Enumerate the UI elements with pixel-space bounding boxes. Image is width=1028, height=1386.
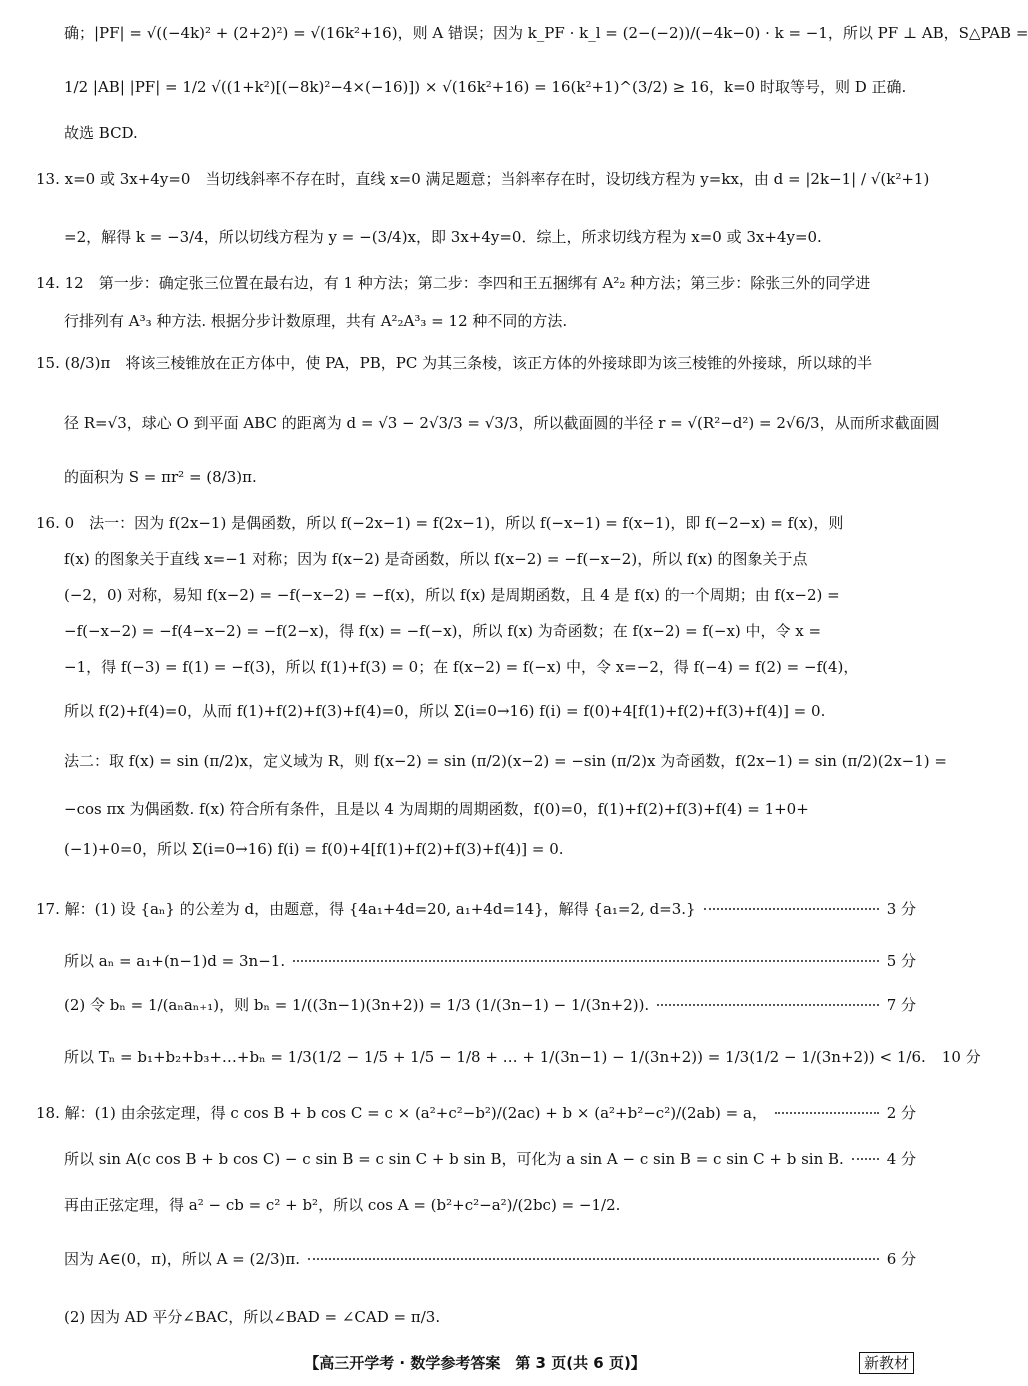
solution-line: f(x) 的图象关于直线 x=−1 对称；因为 f(x−2) 是奇函数，所以 f(x−2) = −f(−x−2)，所以 f(x) 的图象关于点 [64, 550, 808, 568]
solution-line: 15. (8/3)π 将该三棱锥放在正方体中，使 PA，PB，PC 为其三条棱，该正方体的外接球即为该三棱锥的外接球，所以球的半 [36, 354, 873, 372]
page-footer: 【高三开学考 · 数学参考答案 第 3 页(共 6 页)】 [304, 1354, 646, 1372]
dot-leader [775, 1112, 879, 1114]
scored-line-text: 因为 A∈(0，π)，所以 A = (2/3)π. [64, 1250, 300, 1268]
scored-line [64, 1248, 916, 1272]
scored-line [64, 994, 916, 1018]
score-points: 7 分 [886, 996, 916, 1014]
scored-line [36, 898, 916, 922]
score-points: 3 分 [886, 900, 916, 918]
dot-leader [657, 1004, 878, 1006]
scored-line [64, 1194, 916, 1218]
scored-line-text: 17. 解：(1) 设 {aₙ} 的公差为 d，由题意，得 {4a₁+4d=20, a₁+4d=14}，解得 {a₁=2, d=3.} [36, 900, 696, 918]
dot-leader [704, 908, 879, 910]
scored-line [36, 1102, 916, 1126]
scored-line-text: 所以 sin A(c cos B + b cos C) − c sin B = c sin C + b sin B，可化为 a sin A − c sin B = c sin C + b sin B. [64, 1150, 844, 1168]
scored-line [64, 1046, 981, 1070]
solution-line: =2，解得 k = −3/4，所以切线方程为 y = −(3/4)x，即 3x+4y=0．综上，所求切线方程为 x=0 或 3x+4y=0. [64, 228, 822, 246]
scored-line [64, 1306, 916, 1330]
solution-line: 14. 12 第一步：确定张三位置在最右边，有 1 种方法；第二步：李四和王五捆绑有 A²₂ 种方法；第三步：除张三外的同学进 [36, 274, 871, 292]
scored-line-text: (2) 因为 AD 平分∠BAC，所以∠BAD = ∠CAD = π/3. [64, 1308, 441, 1326]
scored-line-text: 再由正弦定理，得 a² − cb = c² + b²，所以 cos A = (b²+c²−a²)/(2bc) = −1/2. [64, 1196, 621, 1214]
scored-line-text: 所以 Tₙ = b₁+b₂+b₃+…+bₙ = 1/3(1/2 − 1/5 + 1/5 − 1/8 + … + 1/(3n−1) − 1/(3n+2)) = 1/3(1/2 − 1/(3n+2)) < 1/6. [64, 1048, 926, 1066]
solution-line: 故选 BCD. [64, 124, 138, 142]
scored-line [64, 1148, 916, 1172]
scored-line [64, 950, 916, 974]
scored-line-text: (2) 令 bₙ = 1/(aₙaₙ₊₁)，则 bₙ = 1/((3n−1)(3n+2)) = 1/3 (1/(3n−1) − 1/(3n+2)). [64, 996, 650, 1014]
dot-leader [308, 1258, 879, 1260]
solution-line: (−2，0) 对称，易知 f(x−2) = −f(−x−2) = −f(x)，所以 f(x) 是周期函数，且 4 是 f(x) 的一个周期；由 f(x−2) = [64, 586, 840, 604]
solution-line: 16. 0 法一：因为 f(2x−1) 是偶函数，所以 f(−2x−1) = f(2x−1)，所以 f(−x−1) = f(x−1)，即 f(−2−x) = f(x)，则 [36, 514, 844, 532]
score-points: 2 分 [886, 1104, 916, 1122]
solution-line: 径 R=√3，球心 O 到平面 ABC 的距离为 d = √3 − 2√3/3 = √3/3，所以截面圆的半径 r = √(R²−d²) = 2√6/3，从而所求截面圆 [64, 414, 940, 432]
score-points: 4 分 [886, 1150, 916, 1168]
score-points: 5 分 [886, 952, 916, 970]
solution-line: 法二：取 f(x) = sin (π/2)x，定义域为 R，则 f(x−2) = sin (π/2)(x−2) = −sin (π/2)x 为奇函数，f(2x−1) = sin (π/2)(2x−1) = [64, 752, 947, 770]
solution-line: (−1)+0=0，所以 Σ(i=0→16) f(i) = f(0)+4[f(1)+f(2)+f(3)+f(4)] = 0. [64, 840, 564, 858]
solution-line: 确；|PF| = √((−4k)² + (2+2)²) = √(16k²+16)，则 A 错误；因为 k_PF · k_l = (2−(−2))/(−4k−0) · k = −1，所以 PF ⊥ AB，S△PAB = [64, 24, 1028, 42]
solution-line: −f(−x−2) = −f(4−x−2) = −f(2−x)，得 f(x) = −f(−x)，所以 f(x) 为奇函数；在 f(x−2) = f(−x) 中，令 x = [64, 622, 822, 640]
dot-leader [293, 960, 879, 962]
score-points: 10 分 [941, 1048, 981, 1066]
scored-line-text: 18. 解：(1) 由余弦定理，得 c cos B + b cos C = c × (a²+c²−b²)/(2ac) + b × (a²+b²−c²)/(2ab) = a， [36, 1104, 767, 1122]
solution-line: −cos πx 为偶函数. f(x) 符合所有条件，且是以 4 为周期的周期函数，f(0)=0，f(1)+f(2)+f(3)+f(4) = 1+0+ [64, 800, 809, 818]
solution-line: 所以 f(2)+f(4)=0，从而 f(1)+f(2)+f(3)+f(4)=0，所以 Σ(i=0→16) f(i) = f(0)+4[f(1)+f(2)+f(3)+f(4)] = 0. [64, 702, 826, 720]
score-points: 6 分 [886, 1250, 916, 1268]
solution-line: 13. x=0 或 3x+4y=0 当切线斜率不存在时，直线 x=0 满足题意；当斜率存在时，设切线方程为 y=kx，由 d = |2k−1| / √(k²+1) [36, 170, 930, 188]
scored-line-text: 所以 aₙ = a₁+(n−1)d = 3n−1. [64, 952, 286, 970]
solution-line: −1，得 f(−3) = f(1) = −f(3)，所以 f(1)+f(3) = 0；在 f(x−2) = f(−x) 中，令 x=−2，得 f(−4) = f(2) = −f(4)， [64, 658, 859, 676]
edition-badge: 新教材 [859, 1352, 914, 1374]
solution-line: 行排列有 A³₃ 种方法. 根据分步计数原理，共有 A²₂A³₃ = 12 种不同的方法. [64, 312, 568, 330]
solution-line: 1/2 |AB| |PF| = 1/2 √((1+k²)[(−8k)²−4×(−16)]) × √(16k²+16) = 16(k²+1)^(3/2) ≥ 16，k=0 时取等号，则 D 正确. [64, 78, 907, 96]
solution-line: 的面积为 S = πr² = (8/3)π. [64, 468, 257, 486]
dot-leader [852, 1158, 879, 1160]
